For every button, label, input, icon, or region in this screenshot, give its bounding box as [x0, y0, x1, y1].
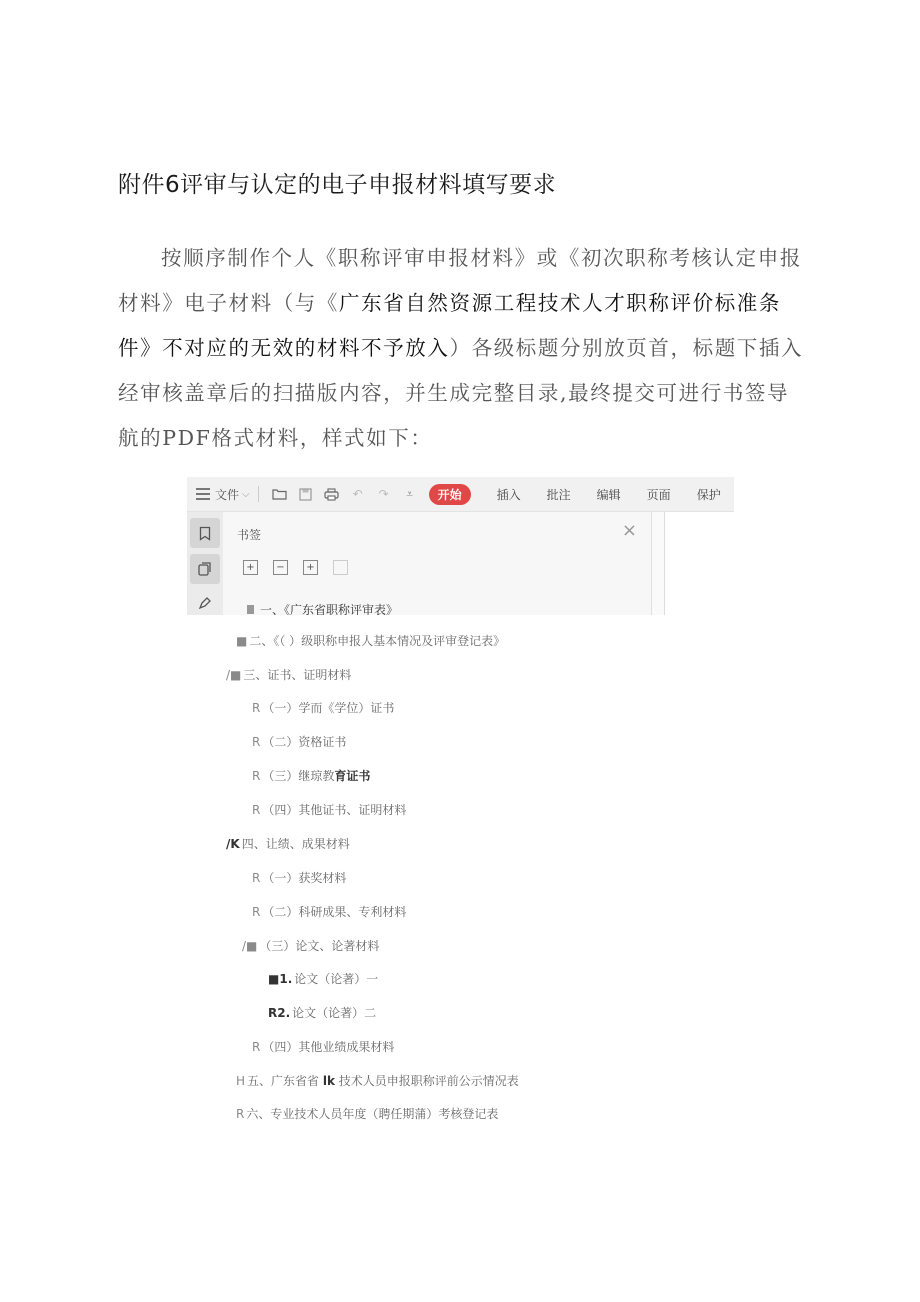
bookmark-text: （二）资格证书: [262, 735, 347, 749]
bookmark-marker: /K: [226, 837, 240, 851]
bookmark-panel: [223, 512, 652, 615]
document-view: [652, 512, 734, 615]
bookmark-item[interactable]: [226, 666, 351, 683]
bookmark-item-1[interactable]: [247, 601, 398, 615]
bookmark-text: （三）论文、论著材料: [259, 939, 380, 953]
bookmark-panel-title: 书签: [237, 528, 262, 542]
tab-page[interactable]: 页面: [646, 487, 671, 502]
redo-icon[interactable]: ↷: [378, 487, 389, 501]
bookmark-text: （三）继琼教: [262, 769, 335, 783]
new-bookmark-icon[interactable]: +: [303, 560, 318, 575]
bookmark-text: （四）其他证书、证明材料: [262, 803, 407, 817]
bookmark-text: （二）科研成果、专利材料: [262, 905, 407, 919]
bookmark-marker: R: [252, 803, 261, 817]
app-toolbar: [187, 477, 734, 512]
bookmark-panel-icon[interactable]: [190, 518, 220, 548]
bookmark-item[interactable]: [226, 835, 350, 852]
side-toolbar: [187, 512, 223, 615]
bookmark-marker: ■1.: [268, 972, 293, 986]
bookmark-text: （一）学而《学位）证书: [262, 701, 395, 715]
bookmark-item[interactable]: [236, 1072, 519, 1089]
bookmark-item[interactable]: [252, 903, 406, 920]
bookmark-text-tail: 技术人员申报职称评前公示情况表: [334, 1074, 519, 1088]
bookmark-text: （一）获奖材料: [262, 871, 347, 885]
thumbnail-panel-icon[interactable]: [190, 554, 220, 584]
bookmark-text: 四、让绩、成果材料: [241, 837, 350, 851]
annotation-panel-icon[interactable]: [190, 588, 220, 615]
bookmark-text: 五、广东省省: [247, 1074, 323, 1088]
remove-bookmark-icon[interactable]: −: [273, 560, 288, 575]
bookmark-marker: /■: [242, 939, 258, 953]
bookmark-text: 论文（论著）一: [294, 972, 379, 986]
close-icon[interactable]: ×: [621, 520, 637, 541]
bookmark-item[interactable]: [236, 1105, 498, 1122]
paragraph-emphasis: 广东省自然资源工程技术人才职称评价标准条件》不对应的无效的材料不予放入: [118, 291, 781, 360]
add-bookmark-icon[interactable]: +: [243, 560, 258, 575]
bookmark-text-bold: [334, 769, 370, 783]
bookmark-tools: [243, 560, 363, 575]
file-menu-label: 文件: [215, 487, 240, 502]
bookmark-text: 二、《（ ）级职称申报人基本情况及评审登记表》: [249, 634, 506, 648]
bookmark-text: 三、证书、证明材料: [243, 668, 352, 682]
undo-icon[interactable]: ↶: [352, 487, 363, 501]
bookmark-marker: H: [236, 1074, 246, 1088]
bookmark-marker: R: [252, 701, 261, 715]
tab-edit[interactable]: 编辑: [596, 487, 621, 502]
paragraph-intro: 按顺序制作个人《职称评审申报材料》或《初次职称考核认定申报材料》电子材料（与《: [118, 246, 802, 315]
bookmark-marker: R: [252, 871, 261, 885]
bookmark-label: 一、《广东省职称评审表》: [260, 603, 399, 615]
bookmark-bold-text: lk: [322, 1074, 335, 1088]
bookmark-item[interactable]: [252, 1038, 394, 1055]
bookmark-marker: R2.: [268, 1006, 291, 1020]
wps-screenshot: [187, 477, 734, 615]
bookmark-item[interactable]: [236, 632, 505, 649]
open-folder-icon[interactable]: [272, 487, 288, 501]
bookmark-item[interactable]: [252, 699, 394, 716]
bookmark-marker: R: [252, 1040, 261, 1054]
page-preview: [664, 512, 734, 615]
print-icon[interactable]: [324, 487, 340, 501]
toolbar-divider: [258, 486, 259, 502]
bookmark-text-bold: [323, 1074, 335, 1088]
bookmark-item[interactable]: [252, 733, 346, 750]
bookmark-marker: R: [236, 1107, 245, 1121]
tab-protect[interactable]: 保护: [696, 487, 721, 502]
instruction-paragraph: [118, 236, 808, 461]
bookmark-item[interactable]: [252, 801, 406, 818]
bookmark-text: （四）其他业绩成果材料: [262, 1040, 395, 1054]
bookmark-marker: R: [252, 735, 261, 749]
bookmark-marker: R: [252, 905, 261, 919]
bookmark-text: 论文（论著）二: [292, 1006, 377, 1020]
bookmark-marker: R: [252, 769, 261, 783]
chevron-down-icon: ⌵: [242, 488, 250, 500]
tab-start[interactable]: 开始: [429, 484, 471, 505]
bookmark-marker: ■: [236, 634, 248, 648]
bookmark-item[interactable]: [268, 1004, 376, 1021]
bookmark-marker-icon: [247, 605, 254, 614]
more-dropdown-icon[interactable]: ⩡: [406, 486, 413, 501]
bookmark-item[interactable]: [242, 937, 379, 954]
save-icon[interactable]: [298, 487, 314, 501]
disabled-tool-icon: [333, 560, 348, 575]
document-title: 附件6评审与认定的电子申报材料填写要求: [118, 172, 557, 198]
bookmark-item[interactable]: [268, 970, 378, 987]
file-menu[interactable]: [187, 477, 250, 511]
bookmark-marker: /■: [226, 668, 242, 682]
tab-comment[interactable]: 批注: [546, 487, 571, 502]
bookmark-item[interactable]: [252, 767, 370, 784]
bookmark-item[interactable]: [252, 869, 346, 886]
bookmark-bold-text: 育证书: [334, 769, 371, 783]
paragraph-rest: ）各级标题分别放页首，标题下插入经审核盖章后的扫描版内容，并生成完整目录,最终提交可进行书签导航的PDF格式材料，样式如下：: [118, 336, 804, 450]
bookmark-text: 六、专业技术人员年度（聘任期蒲）考核登记表: [246, 1107, 499, 1121]
tab-insert[interactable]: 插入: [496, 487, 521, 502]
hamburger-icon: [196, 485, 210, 503]
